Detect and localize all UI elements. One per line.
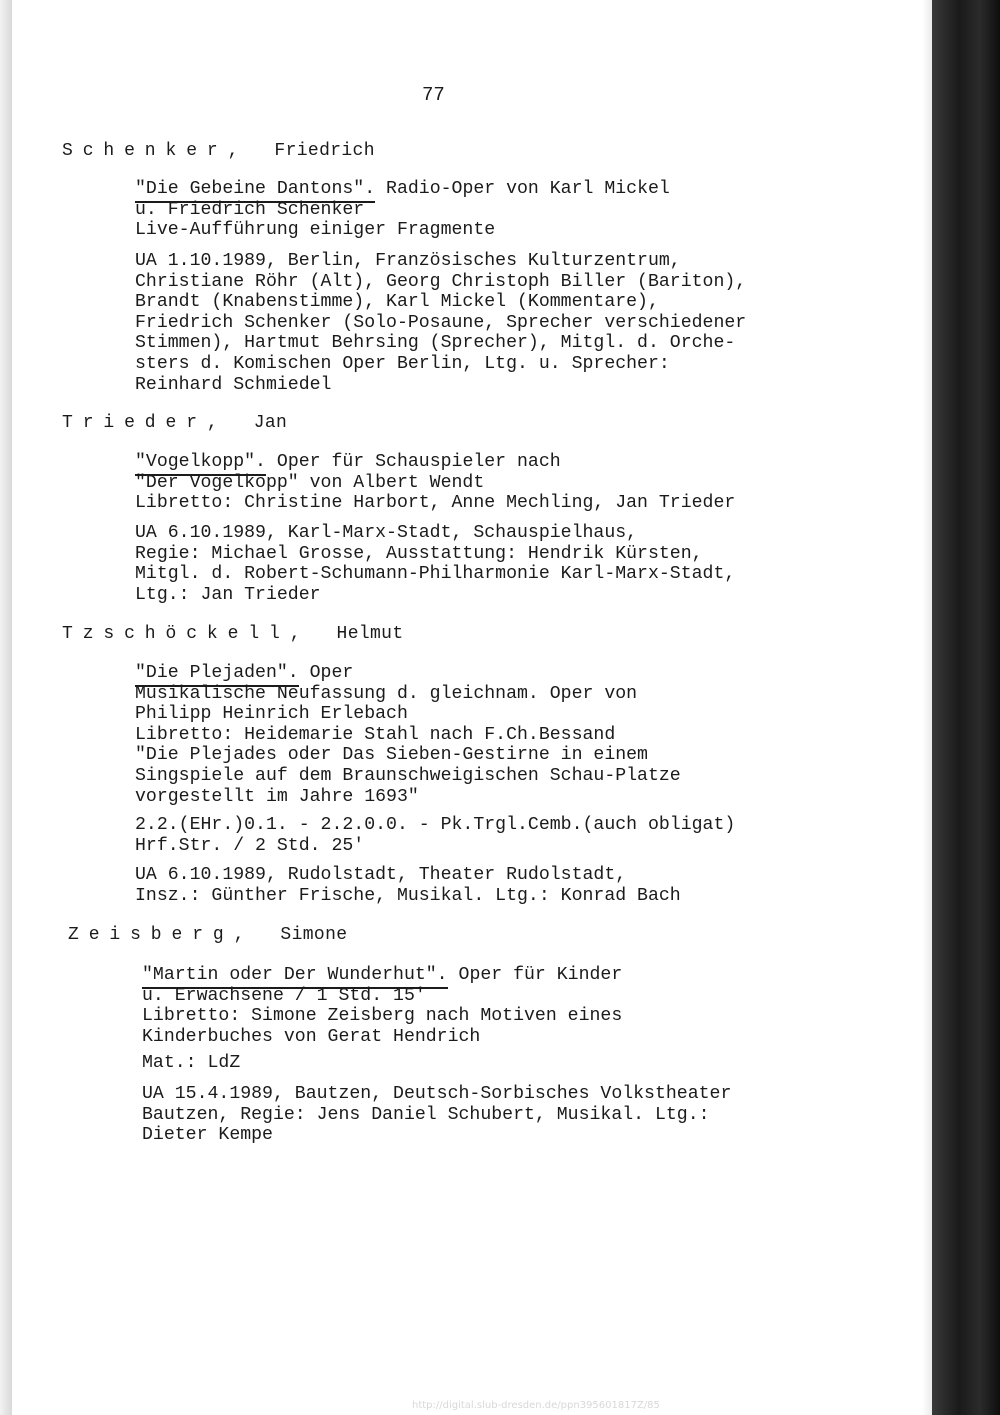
composer-heading: Tzschöckell, Helmut — [62, 624, 404, 644]
desc-line: Libretto: Christine Harbort, Anne Mechling, Jan Trieder — [135, 493, 736, 514]
composer-given-name: Friedrich — [274, 141, 375, 161]
document-page — [12, 0, 932, 1415]
performance-info — [135, 251, 746, 395]
performance-line: UA 6.10.1989, Rudolstadt, Theater Rudolstadt, — [135, 865, 627, 885]
composer-given-name: Jan — [253, 413, 288, 433]
performance-line: Dieter Kempe — [142, 1125, 273, 1146]
scoring-line: 2.2.(EHr.)0.1. - 2.2.0.0. - Pk.Trgl.Cemb.(auch obligat) — [135, 815, 736, 835]
composer-surname: Tzschöckell — [62, 624, 290, 644]
performance-info — [135, 523, 735, 605]
desc-line: Libretto: Simone Zeisberg nach Motiven eines — [142, 1006, 623, 1027]
work-title: "Die Plejaden". — [135, 663, 299, 683]
work-title-rest: Oper für Schauspieler nach — [265, 452, 561, 472]
composer-heading: Zeisberg, Simone — [68, 925, 348, 945]
work-description — [135, 663, 681, 807]
desc-line: "Der Vogelkopp" von Albert Wendt — [135, 472, 485, 493]
composer-heading: Schenker, Friedrich — [62, 141, 375, 161]
desc-line: "Die Plejades oder Das Sieben-Gestirne in einem — [135, 745, 648, 766]
work-title-rest: Oper — [298, 663, 354, 683]
performance-line: Brandt (Knabenstimme), Karl Mickel (Kommentare), — [135, 292, 659, 313]
desc-line: Philipp Heinrich Erlebach — [135, 704, 408, 725]
desc-line: vorgestellt im Jahre 1693" — [135, 786, 419, 807]
performance-line: UA 15.4.1989, Bautzen, Deutsch-Sorbisches Volkstheater — [142, 1084, 732, 1104]
desc-line: u. Erwachsene / 1 Std. 15' — [142, 985, 426, 1006]
desc-line: Singspiele auf dem Braunschweigischen Schau-Platze — [135, 765, 681, 786]
composer-surname: Schenker — [62, 141, 228, 161]
performance-line: Stimmen), Hartmut Behrsing (Sprecher), Mitgl. d. Orche- — [135, 333, 736, 354]
work-description — [142, 965, 622, 1047]
scan-right-edge — [932, 0, 1000, 1415]
desc-line: Musikalische Neufassung d. gleichnam. Oper von — [135, 683, 638, 704]
composer-given-name: Simone — [280, 925, 348, 945]
composer-surname: Trieder — [62, 413, 207, 433]
material-info: Mat.: LdZ — [142, 1053, 241, 1073]
performance-line: Reinhard Schmiedel — [135, 374, 332, 395]
performance-line: Mitgl. d. Robert-Schumann-Philharmonie Karl-Marx-Stadt, — [135, 564, 736, 585]
work-title: "Vogelkopp". — [135, 452, 266, 472]
performance-line: Friedrich Schenker (Solo-Posaune, Sprecher verschiedener — [135, 312, 747, 333]
work-description — [135, 452, 735, 514]
performance-line: Ltg.: Jan Trieder — [135, 584, 321, 605]
work-title-rest: Oper für Kinder — [447, 965, 623, 985]
scoring-line: Hrf.Str. / 2 Std. 25' — [135, 835, 365, 856]
performance-line: Christiane Röhr (Alt), Georg Christoph Biller (Bariton), — [135, 271, 747, 292]
scan-left-edge — [0, 0, 12, 1415]
performance-line: sters d. Komischen Oper Berlin, Ltg. u. Sprecher: — [135, 353, 670, 374]
performance-line: UA 6.10.1989, Karl-Marx-Stadt, Schauspielhaus, — [135, 523, 638, 543]
desc-line: Live-Aufführung einiger Fragmente — [135, 220, 496, 241]
performance-line: Bautzen, Regie: Jens Daniel Schubert, Musikal. Ltg.: — [142, 1104, 710, 1125]
desc-line: Kinderbuches von Gerat Hendrich — [142, 1026, 481, 1047]
work-description — [135, 179, 670, 241]
composer-heading: Trieder, Jan — [62, 413, 288, 433]
desc-line: Libretto: Heidemarie Stahl nach F.Ch.Bessand — [135, 724, 616, 745]
desc-line: u. Friedrich Schenker — [135, 199, 365, 220]
work-title-rest: Radio-Oper von Karl Mickel — [375, 179, 670, 199]
page-number: 77 — [422, 84, 445, 106]
performance-line: Regie: Michael Grosse, Ausstattung: Hendrik Kürsten, — [135, 543, 703, 564]
scoring-info — [135, 815, 735, 856]
performance-line: Insz.: Günther Frische, Musikal. Ltg.: Konrad Bach — [135, 885, 681, 906]
performance-info — [142, 1084, 731, 1146]
composer-given-name: Helmut — [336, 624, 404, 644]
work-title: "Martin oder Der Wunderhut". — [142, 965, 448, 985]
composer-surname: Zeisberg — [68, 925, 234, 945]
performance-line: UA 1.10.1989, Berlin, Französisches Kulturzentrum, — [135, 251, 681, 271]
work-title: "Die Gebeine Dantons". — [135, 179, 376, 199]
performance-info — [135, 865, 681, 906]
source-url-watermark: http://digital.slub-dresden.de/ppn395601817Z/85 — [412, 1400, 660, 1411]
